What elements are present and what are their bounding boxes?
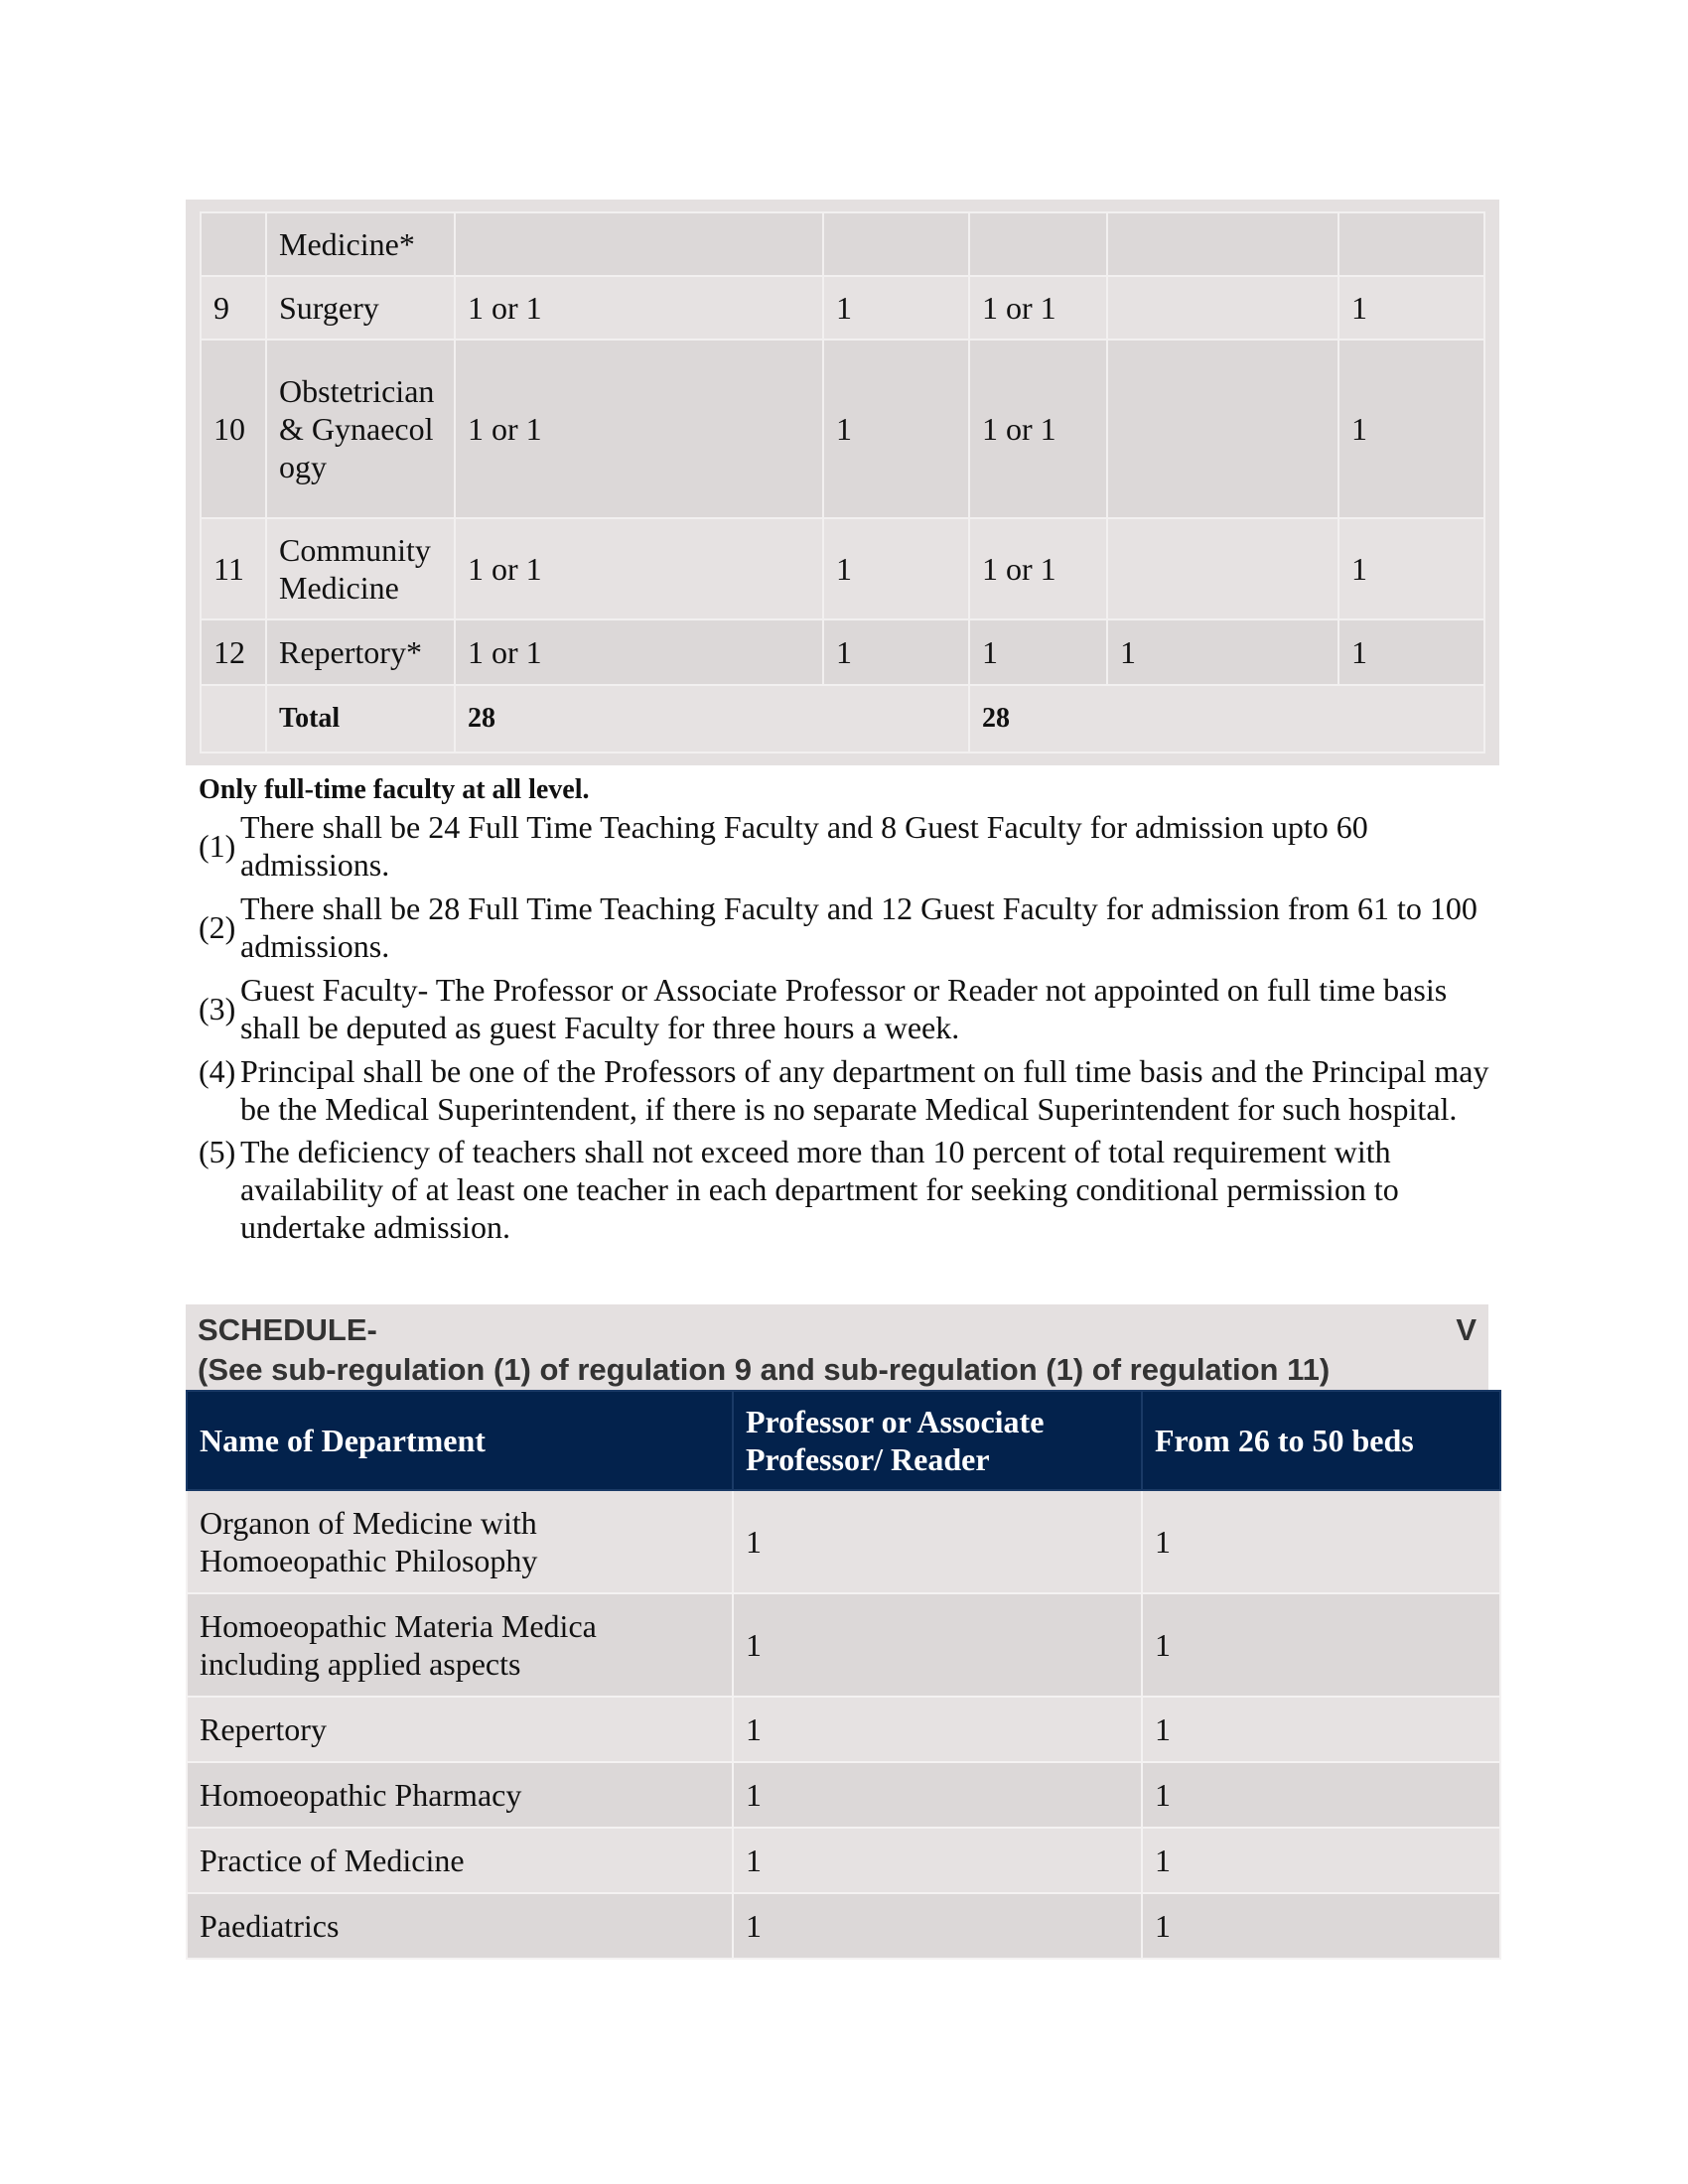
table-row: [187, 1893, 1500, 1959]
schedule-table: [186, 1390, 1501, 1960]
schedule-heading: [186, 1304, 1488, 1390]
table-header-row: [187, 1391, 1500, 1490]
note-number: (5): [199, 1134, 236, 1169]
value-cell: 1: [823, 518, 969, 619]
note-text: There shall be 28 Full Time Teaching Faculty and 12 Guest Faculty for admission from 61 to 100 admissions.: [240, 890, 1477, 964]
column-header-beds: From 26 to 50 beds: [1142, 1391, 1500, 1490]
value-cell: 1 or 1: [969, 340, 1107, 518]
value-cell: [1107, 518, 1338, 619]
beds-cell: 1: [1142, 1893, 1500, 1959]
table-row: [187, 1762, 1500, 1828]
department-cell: Practice of Medicine: [187, 1828, 733, 1893]
table-row: [201, 276, 1484, 340]
list-item: [199, 1052, 1489, 1128]
table-row: [201, 518, 1484, 619]
column-header-professor: Professor or Associate Professor/ Reader: [733, 1391, 1142, 1490]
note-number: (2): [199, 909, 236, 945]
faculty-table-continuation: [186, 200, 1499, 765]
value-cell: 1: [1338, 276, 1484, 340]
table-row: [187, 1593, 1500, 1697]
total-label: Total: [266, 685, 455, 752]
note-text: Principal shall be one of the Professors of any department on full time basis and the Principal may be the Medical Superintendent, if there is no separate Medical Superintendent for such hospital.: [240, 1053, 1489, 1127]
professor-cell: 1: [733, 1593, 1142, 1697]
table-row: [201, 619, 1484, 685]
schedule-subtitle: (See sub-regulation (1) of regulation 9 and sub-regulation (1) of regulation 11): [198, 1352, 1331, 1387]
professor-cell: 1: [733, 1828, 1142, 1893]
value-cell: 1 or 1: [455, 619, 823, 685]
department-cell: Paediatrics: [187, 1893, 733, 1959]
subject-cell: Medicine*: [266, 212, 455, 276]
table-row: [201, 340, 1484, 518]
note-number: (1): [199, 828, 236, 864]
faculty-table: [200, 211, 1485, 753]
value-cell: 1: [1338, 619, 1484, 685]
note-text: Guest Faculty- The Professor or Associate Professor or Reader not appointed on full time basis shall be deputed as guest Faculty for three hours a week.: [240, 972, 1448, 1045]
beds-cell: 1: [1142, 1490, 1500, 1593]
beds-cell: 1: [1142, 1697, 1500, 1762]
total-left-value: 28: [455, 685, 969, 752]
department-cell: Homoeopathic Pharmacy: [187, 1762, 733, 1828]
note-text: There shall be 24 Full Time Teaching Faculty and 8 Guest Faculty for admission upto 60 admissions.: [240, 809, 1368, 883]
value-cell: [455, 212, 823, 276]
note-title: Only full-time faculty at all level.: [199, 774, 590, 805]
value-cell: 1: [823, 276, 969, 340]
value-cell: [1107, 212, 1338, 276]
value-cell: 1 or 1: [455, 340, 823, 518]
value-cell: [1107, 340, 1338, 518]
value-cell: [969, 212, 1107, 276]
table-row: [187, 1490, 1500, 1593]
table-row: [187, 1828, 1500, 1893]
table-row: [187, 1697, 1500, 1762]
value-cell: 1: [823, 340, 969, 518]
value-cell: 1: [1338, 340, 1484, 518]
professor-cell: 1: [733, 1893, 1142, 1959]
value-cell: 1: [1107, 619, 1338, 685]
department-cell: Repertory: [187, 1697, 733, 1762]
beds-cell: 1: [1142, 1593, 1500, 1697]
schedule-roman-numeral: V: [1456, 1312, 1477, 1347]
department-cell: Organon of Medicine with Homoeopathic Philosophy: [187, 1490, 733, 1593]
row-number: [201, 212, 266, 276]
schedule-title: SCHEDULE-: [198, 1312, 377, 1347]
subject-cell: Repertory*: [266, 619, 455, 685]
note-number: (3): [199, 991, 236, 1026]
value-cell: [1338, 212, 1484, 276]
value-cell: 1 or 1: [455, 276, 823, 340]
beds-cell: 1: [1142, 1762, 1500, 1828]
professor-cell: 1: [733, 1762, 1142, 1828]
beds-cell: 1: [1142, 1828, 1500, 1893]
total-row: [201, 685, 1484, 752]
value-cell: 1 or 1: [455, 518, 823, 619]
row-number: 12: [201, 619, 266, 685]
note-number: (4): [199, 1053, 236, 1089]
table-row: [201, 212, 1484, 276]
value-cell: 1 or 1: [969, 276, 1107, 340]
professor-cell: 1: [733, 1490, 1142, 1593]
row-number: 11: [201, 518, 266, 619]
value-cell: [1107, 276, 1338, 340]
value-cell: 1: [823, 619, 969, 685]
list-item: [199, 889, 1489, 965]
row-number: 10: [201, 340, 266, 518]
subject-cell: Surgery: [266, 276, 455, 340]
list-item: [199, 1133, 1489, 1246]
column-header-department: Name of Department: [187, 1391, 733, 1490]
department-cell: Homoeopathic Materia Medica including applied aspects: [187, 1593, 733, 1697]
subject-cell: Obstetrician & Gynaecology: [266, 340, 455, 518]
value-cell: 1 or 1: [969, 518, 1107, 619]
row-number: 9: [201, 276, 266, 340]
value-cell: [823, 212, 969, 276]
value-cell: 1: [1338, 518, 1484, 619]
value-cell: 1: [969, 619, 1107, 685]
list-item: [199, 808, 1489, 884]
subject-cell: Community Medicine: [266, 518, 455, 619]
total-right-value: 28: [969, 685, 1484, 752]
note-text: The deficiency of teachers shall not exceed more than 10 percent of total requirement with availability of at least one teacher in each department for seeking conditional permission to undertake admission.: [240, 1134, 1399, 1245]
notes-list: [199, 808, 1489, 1250]
professor-cell: 1: [733, 1697, 1142, 1762]
list-item: [199, 971, 1489, 1046]
